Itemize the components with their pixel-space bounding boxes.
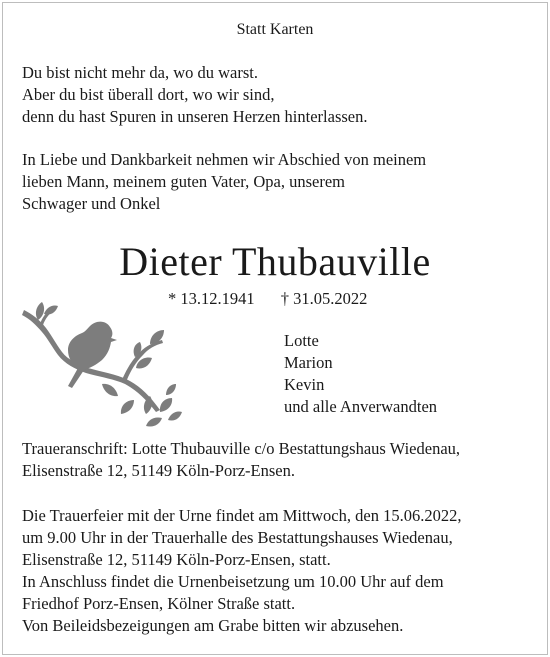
ceremony-details bbox=[22, 505, 532, 637]
ceremony-line: Von Beileidsbezeigungen am Grabe bitten wir abzusehen. bbox=[22, 616, 404, 635]
death-date: † 31.05.2022 bbox=[280, 289, 368, 308]
ceremony-line: In Anschluss findet die Urnenbeisetzung um 10.00 Uhr auf dem bbox=[22, 572, 444, 591]
poem bbox=[22, 62, 532, 128]
poem-line: Aber du bist überall dort, wo wir sind, bbox=[22, 85, 275, 104]
birth-date: * 13.12.1941 bbox=[168, 289, 255, 308]
intro-line: Schwager und Onkel bbox=[22, 194, 161, 213]
ceremony-line: Elisenstraße 12, 51149 Köln-Porz-Ensen, statt. bbox=[22, 550, 331, 569]
address-line: Traueranschrift: Lotte Thubauville c/o Bestattungshaus Wiedenau, bbox=[22, 439, 461, 458]
deceased-name: Dieter Thubauville bbox=[119, 239, 431, 284]
intro-line: lieben Mann, meinem guten Vater, Opa, unserem bbox=[22, 172, 345, 191]
intro-text bbox=[22, 149, 532, 215]
bird-on-branch-icon bbox=[22, 300, 188, 428]
ceremony-line: um 9.00 Uhr in der Trauerhalle des Bestattungshauses Wiedenau, bbox=[22, 528, 453, 547]
poem-line: Du bist nicht mehr da, wo du warst. bbox=[22, 63, 259, 82]
life-dates bbox=[168, 288, 367, 310]
mourner-name: Kevin bbox=[284, 375, 325, 394]
mourning-address bbox=[22, 438, 532, 482]
mourner-name: und alle Anverwandten bbox=[284, 397, 438, 416]
header-statt-karten: Statt Karten bbox=[236, 21, 314, 38]
intro-line: In Liebe und Dankbarkeit nehmen wir Abschied von meinem bbox=[22, 150, 427, 169]
mourner-name: Marion bbox=[284, 353, 333, 372]
ceremony-line: Die Trauerfeier mit der Urne findet am Mittwoch, den 15.06.2022, bbox=[22, 506, 462, 525]
mourner-name: Lotte bbox=[284, 331, 319, 350]
ceremony-line: Friedhof Porz-Ensen, Kölner Straße statt. bbox=[22, 594, 296, 613]
address-line: Elisenstraße 12, 51149 Köln-Porz-Ensen. bbox=[22, 461, 295, 480]
poem-line: denn du hast Spuren in unseren Herzen hinterlassen. bbox=[22, 107, 368, 126]
mourners-list bbox=[284, 330, 437, 418]
